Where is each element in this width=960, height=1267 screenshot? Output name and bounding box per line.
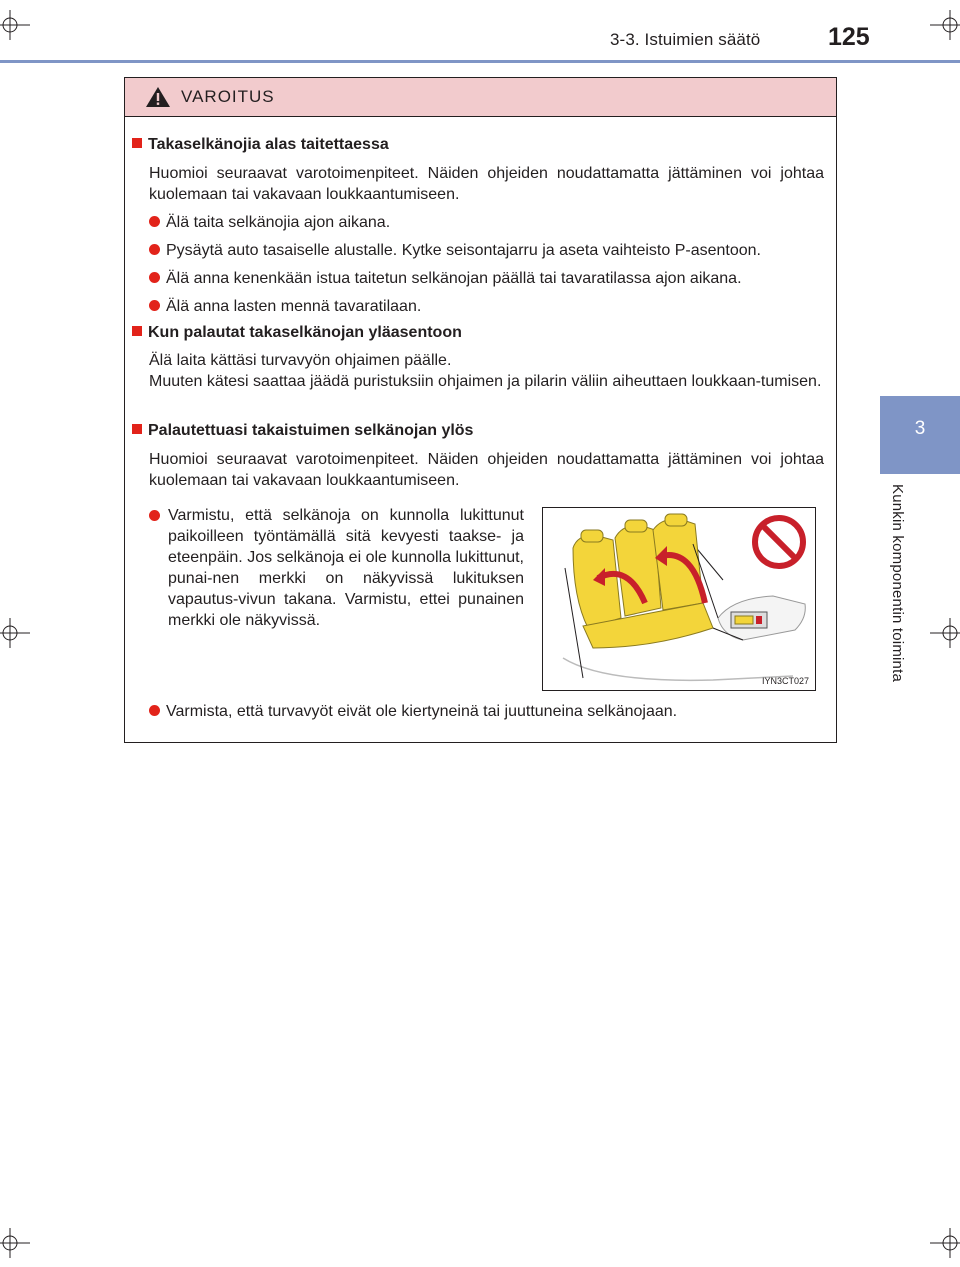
list-item: Varmistu, että selkänoja on kunnolla lukittunut paikoilleen työntämällä sitä kevyesti taakse- ja eteenpäin. Jos selkänoja ei ole kunnolla lukittunut, punai-nen merkki on näkyvissä lukituksen vapautus-vivun takana. Varmistu, ettei punainen merkki ole näkyvissä. [149, 505, 524, 631]
chapter-number: 3 [914, 418, 926, 439]
crop-mark-mid-left [0, 618, 30, 648]
dot-bullet-icon [149, 705, 160, 716]
list-item: Älä anna kenenkään istua taitetun selkänojan päällä tai tavaratilassa ajon aikana. [149, 268, 742, 289]
dot-bullet-icon [149, 244, 160, 255]
section-heading: Palautettuasi takaistuimen selkänojan ylös [132, 422, 473, 440]
dot-bullet-icon [149, 510, 160, 521]
list-item: Älä taita selkänojia ajon aikana. [149, 212, 390, 233]
warning-header [125, 78, 836, 117]
seat-lock-illustration [543, 508, 815, 690]
dot-bullet-icon [149, 216, 160, 227]
crop-mark-top-left [0, 10, 30, 40]
section-heading: Kun palautat takaselkänojan yläasentoon [132, 324, 462, 342]
square-bullet-icon [132, 326, 142, 336]
section-paragraph: Huomioi seuraavat varotoimenpiteet. Näiden ohjeiden noudattamatta jättäminen voi johtaa kuolemaan tai vakavaan loukkaantumiseen. [149, 451, 824, 489]
crop-mark-mid-right [930, 618, 960, 648]
section-paragraph: Älä laita kättäsi turvavyön ohjaimen päälle. Muuten kätesi saattaa jäädä puristuksiin ohjaimen ja pilarin väliin aiheuttaen loukkaan-tumisen. [149, 352, 822, 390]
section-paragraph: Huomioi seuraavat varotoimenpiteet. Näiden ohjeiden noudattamatta jättäminen voi johtaa kuolemaan tai vakavaan loukkaantumiseen. [149, 165, 824, 203]
list-item: Varmista, että turvavyöt eivät ole kiertyneinä tai juuttuneina selkänojaan. [149, 701, 677, 722]
dot-bullet-icon [149, 272, 160, 283]
seat-illustration [542, 507, 816, 691]
figure-code: IYN3CT027 [761, 676, 809, 686]
header-rule [0, 60, 960, 63]
crop-mark-bottom-right [930, 1228, 960, 1258]
warning-triangle-icon [145, 86, 171, 108]
square-bullet-icon [132, 424, 142, 434]
crop-mark-top-right [930, 10, 960, 40]
list-item: Pysäytä auto tasaiselle alustalle. Kytke seisontajarru ja aseta vaihteisto P-asentoon. [149, 240, 761, 261]
warning-box [124, 77, 837, 743]
chapter-title: Kunkin komponentin toiminta [889, 484, 906, 683]
dot-bullet-icon [149, 300, 160, 311]
warning-title: VAROITUS [181, 87, 275, 106]
chapter-tab [880, 396, 960, 474]
crop-mark-bottom-left [0, 1228, 30, 1258]
section-title: 3-3. Istuimien säätö [610, 30, 761, 49]
square-bullet-icon [132, 138, 142, 148]
section-heading: Takaselkänojia alas taitettaessa [132, 136, 389, 154]
list-item: Älä anna lasten mennä tavaratilaan. [149, 296, 421, 317]
page-number: 125 [828, 23, 870, 51]
